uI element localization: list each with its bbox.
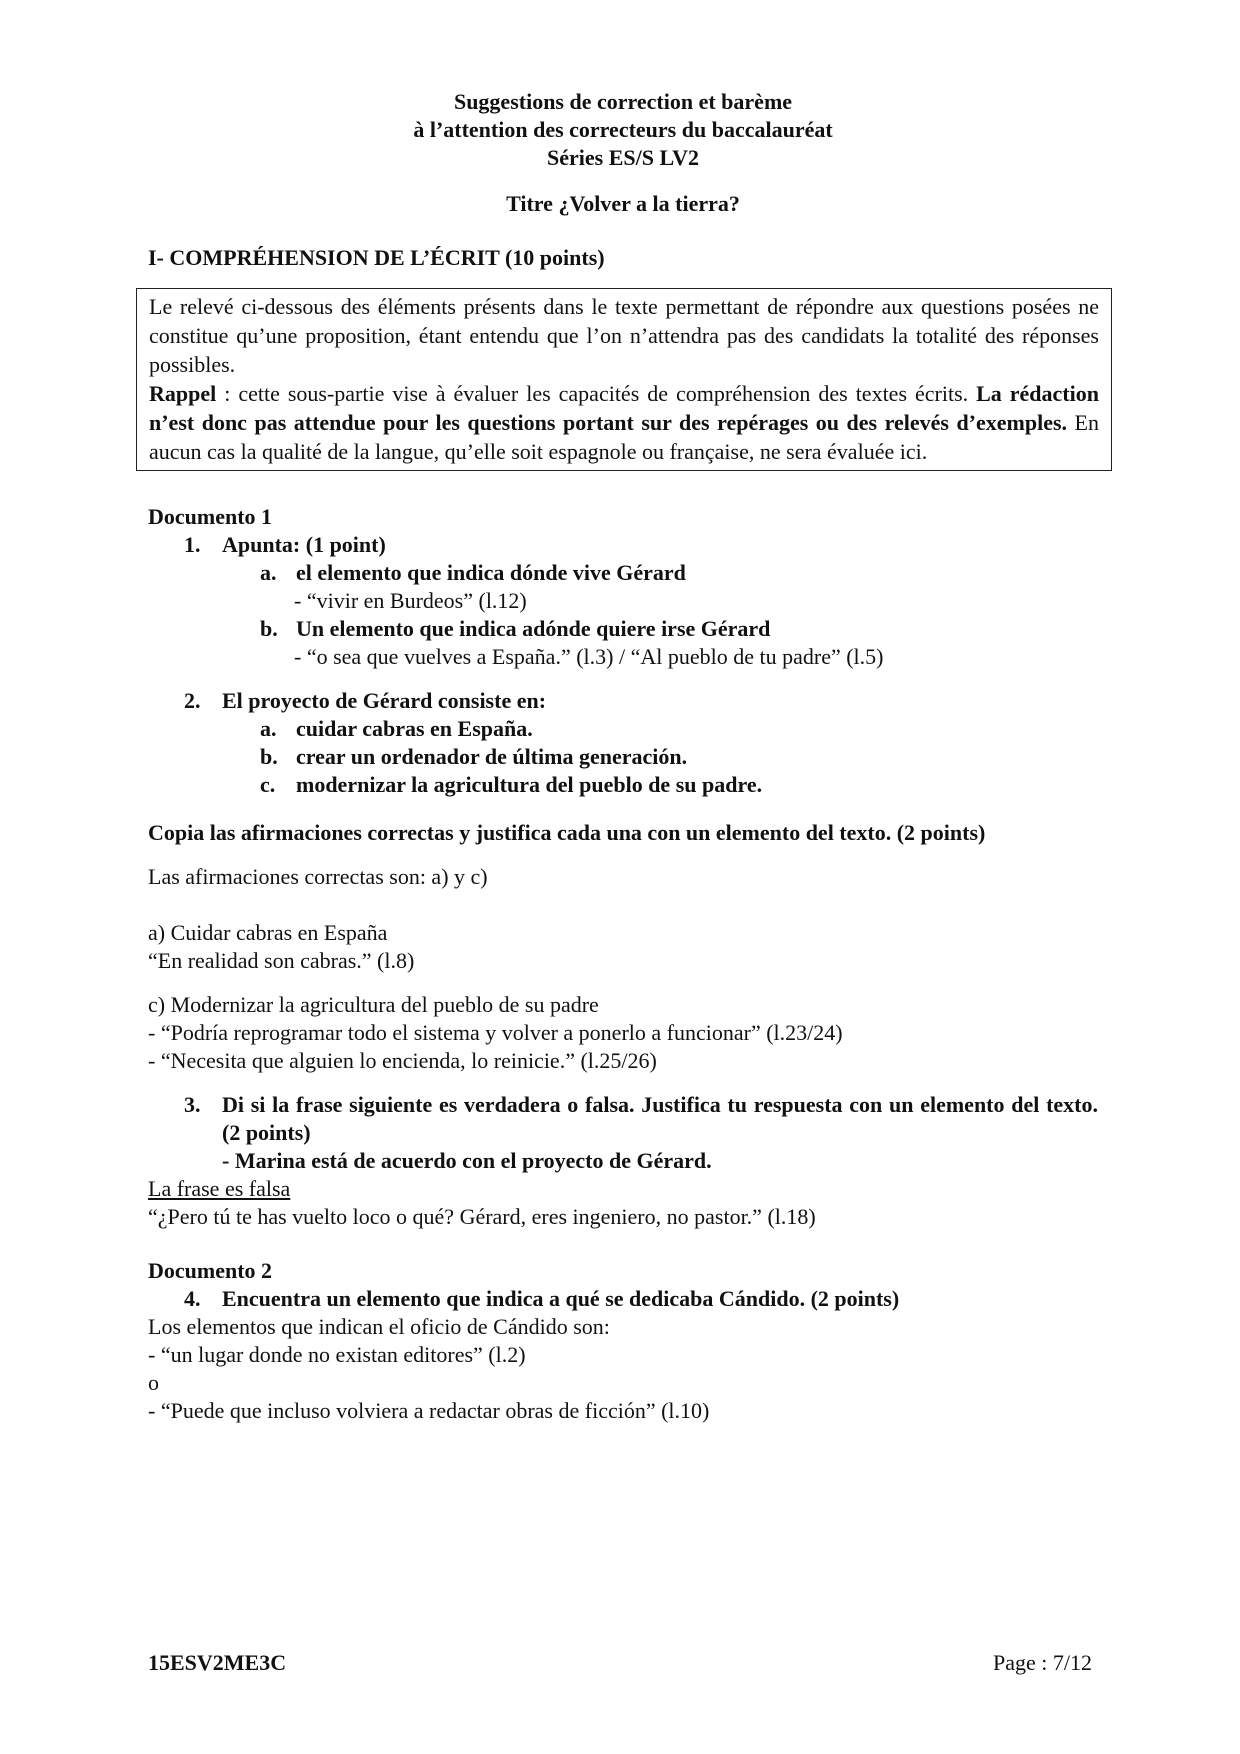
question-1a [260, 559, 1098, 587]
doc2-heading: Documento 2 [148, 1258, 273, 1283]
answer-1b: - “o sea que vuelves a España.” (l.3) / “Al pueblo de tu padre” (l.5) [294, 644, 884, 669]
option-2c [260, 771, 1098, 799]
rappel-end: En aucun cas la qualité de la langue, qu’elle soit espagnole ou française, ne sera évaluée ici. [149, 410, 1099, 464]
option-2a-text: cuidar cabras en España. [296, 716, 533, 741]
header-line-3: Séries ES/S LV2 [546, 145, 699, 170]
question-2 [184, 687, 1098, 715]
footer-page-number: Page : 7/12 [993, 1650, 1092, 1675]
question-4 [184, 1285, 1098, 1313]
option-2b [260, 743, 1098, 771]
question-4-number: 4. [184, 1286, 201, 1311]
option-2a [260, 715, 1098, 743]
question-1a-text: el elemento que indica dónde vive Gérard [296, 560, 686, 585]
document-title: Titre ¿Volver a la tierra? [506, 191, 740, 216]
question-1a-letter: a. [260, 560, 277, 585]
answer-2c-title: c) Modernizar la agricultura del pueblo de su padre [148, 992, 599, 1017]
answer-1a: - “vivir en Burdeos” (l.12) [294, 588, 527, 613]
question-1-label: Apunta: (1 point) [222, 532, 386, 557]
answer-4-quote-2: - “Puede que incluso volviera a redactar obras de ficción” (l.10) [148, 1398, 710, 1423]
answer-2a-title: a) Cuidar cabras en España [148, 920, 388, 945]
header-block [148, 88, 1098, 172]
option-2a-letter: a. [260, 716, 277, 741]
question-3-number: 3. [184, 1092, 201, 1117]
question-2-instruction: Copia las afirmaciones correctas y justifica cada una con un elemento del texto. (2 points) [148, 820, 986, 845]
question-2-number: 2. [184, 688, 201, 713]
question-3-quote: “¿Pero tú te has vuelto loco o qué? Gérard, eres ingeniero, no pastor.” (l.18) [148, 1204, 816, 1229]
correct-answers: Las afirmaciones correctas son: a) y c) [148, 864, 488, 889]
question-1b [260, 615, 1098, 643]
question-3 [184, 1091, 1098, 1147]
question-4-label: Encuentra un elemento que indica a qué se dedicaba Cándido. (2 points) [222, 1286, 900, 1311]
answer-4-or: o [148, 1370, 159, 1395]
header-line-1: Suggestions de correction et barème [453, 89, 793, 114]
question-3-verdict: La frase es falsa [148, 1176, 291, 1201]
rappel-label: Rappel [149, 381, 217, 406]
question-2-label: El proyecto de Gérard consiste en: [222, 688, 547, 713]
document-page [148, 88, 1098, 1425]
question-3-label: Di si la frase siguiente es verdadera o falsa. Justifica tu respuesta con un elemento del texto. (2 points) [222, 1092, 1098, 1145]
question-1-number: 1. [184, 532, 201, 557]
answer-4-intro: Los elementos que indican el oficio de Cándido son: [148, 1314, 610, 1339]
option-2c-letter: c. [260, 772, 276, 797]
header-line-2: à l’attention des correcteurs du baccalauréat [413, 117, 833, 142]
box-intro: Le relevé ci-dessous des éléments présents dans le texte permettant de répondre aux questions posées ne constitue qu’une proposition, étant entendu que l’on n’attendra pas des candidats la totalité des réponses possibles. [149, 294, 1099, 377]
question-1b-letter: b. [260, 616, 278, 641]
answer-2c-quote-1: - “Podría reprogramar todo el sistema y volver a ponerlo a funcionar” (l.23/24) [148, 1020, 843, 1045]
option-2c-text: modernizar la agricultura del pueblo de su padre. [296, 772, 763, 797]
answer-2a-quote: “En realidad son cabras.” (l.8) [148, 948, 415, 973]
answer-2c-quote-2: - “Necesita que alguien lo encienda, lo reinicie.” (l.25/26) [148, 1048, 657, 1073]
instructions-box [136, 288, 1112, 471]
question-1b-text: Un elemento que indica adónde quiere irse Gérard [296, 616, 771, 641]
doc1-heading: Documento 1 [148, 504, 273, 529]
rappel-bold: La rédaction n’est donc pas attendue pour les questions portant sur des repérages ou des relevés d’exemples. [149, 381, 1099, 435]
question-3-statement: - Marina está de acuerdo con el proyecto de Gérard. [222, 1148, 712, 1173]
option-2b-text: crear un ordenador de última generación. [296, 744, 688, 769]
answer-4-quote-1: - “un lugar donde no existan editores” (l.2) [148, 1342, 526, 1367]
question-1 [184, 531, 1098, 559]
section-heading: I- COMPRÉHENSION DE L’ÉCRIT (10 points) [148, 245, 605, 270]
footer-code: 15ESV2ME3C [148, 1650, 287, 1675]
rappel-text: : cette sous-partie vise à évaluer les capacités de compréhension des textes écrits. [216, 381, 977, 406]
option-2b-letter: b. [260, 744, 278, 769]
